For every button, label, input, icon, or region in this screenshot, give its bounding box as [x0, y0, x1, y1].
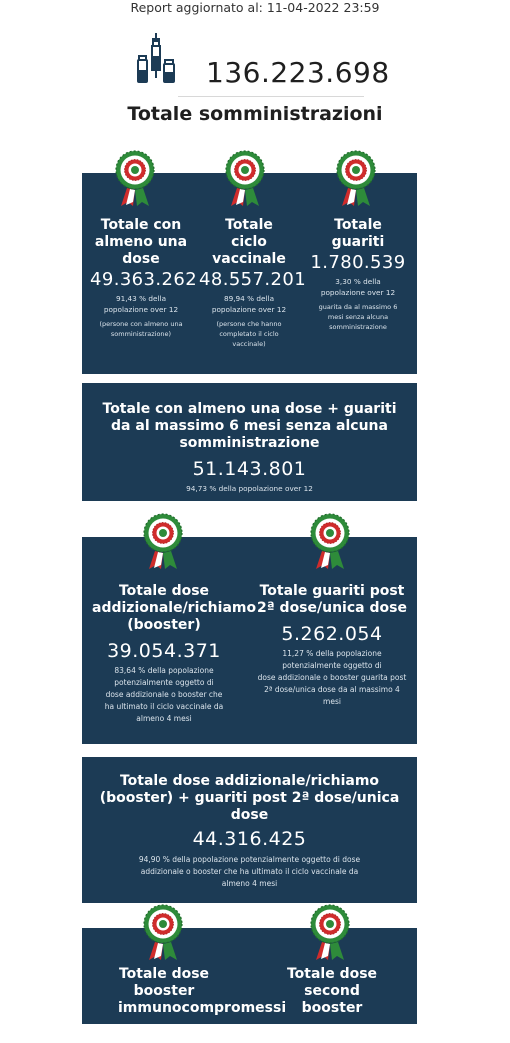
report-updated-text: Report aggiornato al: 11-04-2022 23:59 [130, 0, 380, 15]
stat-value: 1.780.539 [310, 252, 406, 273]
stat-title: Totale guariti post 2ª dose/unica dose [257, 583, 407, 616]
almeno-una-dose-piu-guariti-panel [82, 383, 417, 501]
stat-title: Totale dose addizionale/richiamo (booster) [92, 583, 257, 633]
stat-percentage: 11,27 % della popolazione potenzialmente oggetto di [282, 649, 382, 670]
stat-percentage: 91,43 % della popolazione over 12 [103, 294, 179, 314]
stat-title: Totale con almeno una dose [94, 217, 188, 267]
italian-rosette-icon [336, 150, 376, 206]
stat-title: Totale ciclo vaccinale [212, 217, 286, 267]
stat-value: 124 [313, 1021, 351, 1043]
stat-value: 39.054.371 [107, 640, 221, 662]
stat-value: 49.363.262 [90, 269, 198, 290]
stat-percentage: 89,94 % della popolazione over 12 [211, 294, 287, 314]
stat-guariti-post-seconda-dose [252, 583, 412, 708]
stat-title: Totale dose addizionale/richiamo (booster) + guariti post 2ª dose/unica dose [99, 773, 400, 823]
stat-percentage: 94,73 % della popolazione over 12 [186, 484, 313, 493]
stat-note: (persone con almeno una somministrazione) [99, 320, 183, 338]
booster-immunocompromessi-panel [82, 928, 417, 1043]
total-administrations-label: Totale somministrazioni [127, 103, 383, 125]
booster-stats-panel [82, 537, 417, 744]
stat-second-booster [252, 966, 412, 1043]
italian-rosette-icon [115, 150, 155, 206]
stat-value: 44.316.425 [192, 828, 307, 850]
stat-note: dose addizionale o booster guarita post 2ª dose/unica dose da al massimo 4 mesi [257, 673, 407, 706]
stat-note: guarita da al massimo 6 mesi senza alcuna somministrazione [318, 303, 398, 331]
stat-title: Totale guariti [331, 217, 385, 250]
stat-guariti [308, 217, 408, 332]
stat-value: 48.557.201 [199, 269, 307, 290]
stat-title: Totale con almeno una dose + guariti da al massimo 6 mesi senza alcuna somministrazione [102, 401, 397, 451]
stat-booster [84, 583, 257, 725]
stat-percentage: 83,64 % della popolazione potenzialmente oggetto di [114, 666, 214, 687]
stat-percentage: 94,90 % della popolazione potenzialmente oggetto di dose addizionale o booster che ha ultimato il ciclo vaccinale da almeno 4 mesi [138, 855, 361, 888]
italian-rosette-icon [143, 904, 183, 960]
stat-title: Totale dose booster immunocompromessi [118, 966, 287, 1016]
stat-almeno-una-dose [90, 217, 198, 339]
total-administrations-section [0, 30, 510, 100]
stat-title: Totale dose second booster [286, 966, 378, 1016]
vaccine-syringe-vials-icon [134, 32, 178, 88]
italian-rosette-icon [143, 513, 183, 569]
stat-percentage: 3,30 % della popolazione over 12 [320, 277, 396, 297]
stat-note: dose addizionale o booster che ha ultimato il ciclo vaccinale da almeno 4 mesi [104, 690, 224, 723]
stat-note: (persone che hanno completato il ciclo vaccinale) [216, 320, 282, 348]
stat-ciclo-vaccinale [199, 217, 307, 349]
stat-value: 51.143.801 [192, 458, 307, 480]
stat-value: 5.262.054 [281, 623, 383, 645]
booster-piu-guariti-panel [82, 757, 417, 903]
italian-rosette-icon [225, 150, 265, 206]
stat-booster-immunocompromessi [84, 966, 287, 1017]
total-administrations-value: 136.223.698 [206, 56, 390, 89]
italian-rosette-icon [310, 513, 350, 569]
italian-rosette-icon [310, 904, 350, 960]
divider [178, 96, 364, 97]
